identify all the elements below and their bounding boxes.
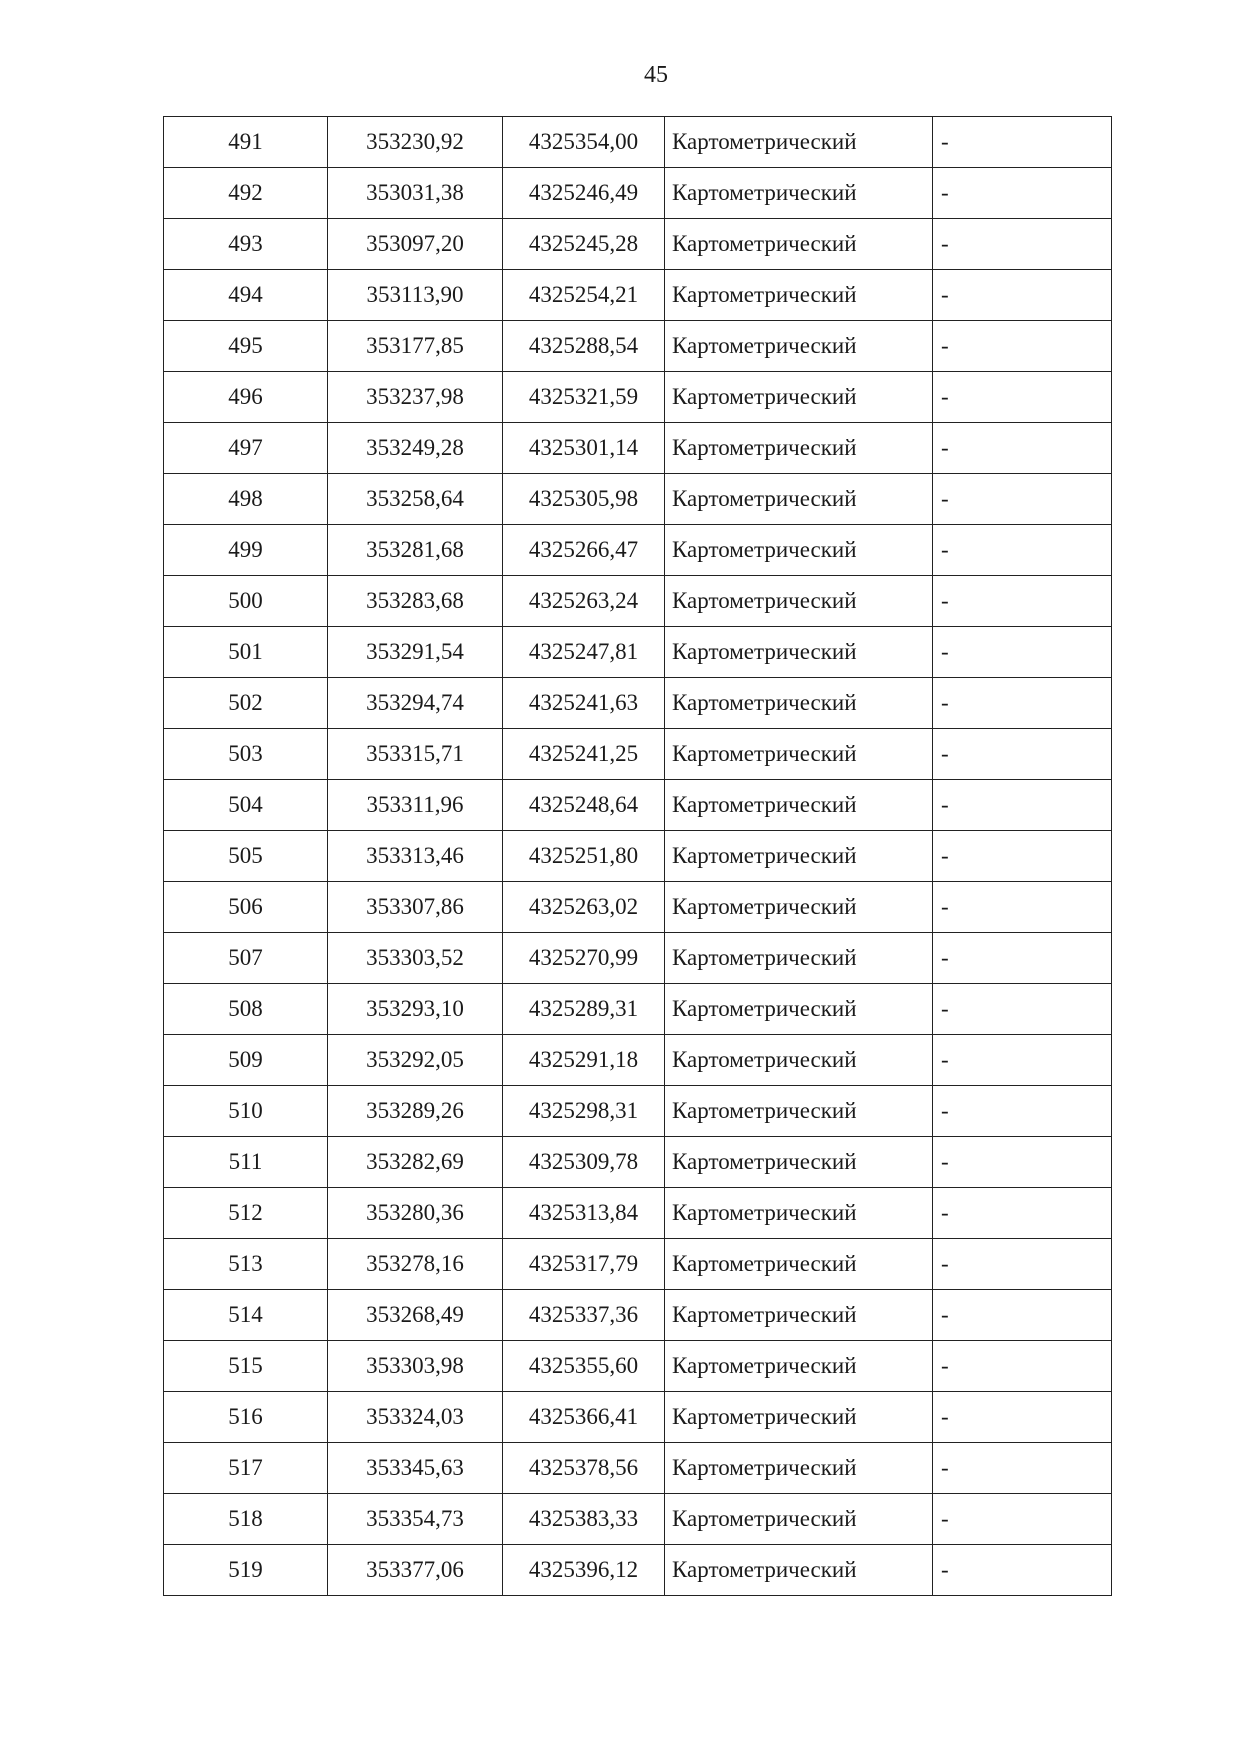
method-cell: Картометрический bbox=[665, 1239, 933, 1290]
note-cell: - bbox=[933, 525, 1112, 576]
point-number-cell: 493 bbox=[164, 219, 328, 270]
method-cell: Картометрический bbox=[665, 1188, 933, 1239]
point-number-cell: 492 bbox=[164, 168, 328, 219]
method-cell: Картометрический bbox=[665, 831, 933, 882]
x-coordinate-cell: 353258,64 bbox=[328, 474, 503, 525]
y-coordinate-cell: 4325366,41 bbox=[503, 1392, 665, 1443]
y-coordinate-cell: 4325305,98 bbox=[503, 474, 665, 525]
y-coordinate-cell: 4325354,00 bbox=[503, 117, 665, 168]
note-cell: - bbox=[933, 168, 1112, 219]
x-coordinate-cell: 353292,05 bbox=[328, 1035, 503, 1086]
method-cell: Картометрический bbox=[665, 627, 933, 678]
note-cell: - bbox=[933, 1443, 1112, 1494]
method-cell: Картометрический bbox=[665, 729, 933, 780]
x-coordinate-cell: 353113,90 bbox=[328, 270, 503, 321]
y-coordinate-cell: 4325247,81 bbox=[503, 627, 665, 678]
table-row bbox=[164, 219, 1112, 270]
method-cell: Картометрический bbox=[665, 270, 933, 321]
x-coordinate-cell: 353283,68 bbox=[328, 576, 503, 627]
y-coordinate-cell: 4325288,54 bbox=[503, 321, 665, 372]
note-cell: - bbox=[933, 1341, 1112, 1392]
table-row bbox=[164, 372, 1112, 423]
y-coordinate-cell: 4325298,31 bbox=[503, 1086, 665, 1137]
table-row bbox=[164, 1545, 1112, 1596]
method-cell: Картометрический bbox=[665, 1290, 933, 1341]
coordinates-table bbox=[163, 116, 1112, 1596]
table-row bbox=[164, 678, 1112, 729]
point-number-cell: 507 bbox=[164, 933, 328, 984]
note-cell: - bbox=[933, 321, 1112, 372]
y-coordinate-cell: 4325270,99 bbox=[503, 933, 665, 984]
y-coordinate-cell: 4325241,63 bbox=[503, 678, 665, 729]
point-number-cell: 513 bbox=[164, 1239, 328, 1290]
note-cell: - bbox=[933, 1392, 1112, 1443]
method-cell: Картометрический bbox=[665, 984, 933, 1035]
x-coordinate-cell: 353280,36 bbox=[328, 1188, 503, 1239]
x-coordinate-cell: 353230,92 bbox=[328, 117, 503, 168]
point-number-cell: 515 bbox=[164, 1341, 328, 1392]
point-number-cell: 518 bbox=[164, 1494, 328, 1545]
table-row bbox=[164, 831, 1112, 882]
y-coordinate-cell: 4325383,33 bbox=[503, 1494, 665, 1545]
method-cell: Картометрический bbox=[665, 525, 933, 576]
point-number-cell: 519 bbox=[164, 1545, 328, 1596]
x-coordinate-cell: 353097,20 bbox=[328, 219, 503, 270]
note-cell: - bbox=[933, 1239, 1112, 1290]
point-number-cell: 502 bbox=[164, 678, 328, 729]
point-number-cell: 498 bbox=[164, 474, 328, 525]
table-row bbox=[164, 933, 1112, 984]
method-cell: Картометрический bbox=[665, 117, 933, 168]
y-coordinate-cell: 4325246,49 bbox=[503, 168, 665, 219]
table-row bbox=[164, 474, 1112, 525]
point-number-cell: 500 bbox=[164, 576, 328, 627]
x-coordinate-cell: 353307,86 bbox=[328, 882, 503, 933]
x-coordinate-cell: 353311,96 bbox=[328, 780, 503, 831]
point-number-cell: 496 bbox=[164, 372, 328, 423]
method-cell: Картометрический bbox=[665, 423, 933, 474]
y-coordinate-cell: 4325396,12 bbox=[503, 1545, 665, 1596]
x-coordinate-cell: 353303,98 bbox=[328, 1341, 503, 1392]
table-row bbox=[164, 729, 1112, 780]
table-row bbox=[164, 1086, 1112, 1137]
table-row bbox=[164, 627, 1112, 678]
point-number-cell: 503 bbox=[164, 729, 328, 780]
x-coordinate-cell: 353281,68 bbox=[328, 525, 503, 576]
method-cell: Картометрический bbox=[665, 321, 933, 372]
method-cell: Картометрический bbox=[665, 1035, 933, 1086]
note-cell: - bbox=[933, 1494, 1112, 1545]
point-number-cell: 499 bbox=[164, 525, 328, 576]
y-coordinate-cell: 4325291,18 bbox=[503, 1035, 665, 1086]
note-cell: - bbox=[933, 1545, 1112, 1596]
note-cell: - bbox=[933, 270, 1112, 321]
x-coordinate-cell: 353377,06 bbox=[328, 1545, 503, 1596]
note-cell: - bbox=[933, 423, 1112, 474]
x-coordinate-cell: 353345,63 bbox=[328, 1443, 503, 1494]
y-coordinate-cell: 4325263,24 bbox=[503, 576, 665, 627]
table-row bbox=[164, 1290, 1112, 1341]
note-cell: - bbox=[933, 1290, 1112, 1341]
y-coordinate-cell: 4325317,79 bbox=[503, 1239, 665, 1290]
point-number-cell: 491 bbox=[164, 117, 328, 168]
x-coordinate-cell: 353031,38 bbox=[328, 168, 503, 219]
note-cell: - bbox=[933, 933, 1112, 984]
x-coordinate-cell: 353324,03 bbox=[328, 1392, 503, 1443]
y-coordinate-cell: 4325337,36 bbox=[503, 1290, 665, 1341]
note-cell: - bbox=[933, 780, 1112, 831]
point-number-cell: 506 bbox=[164, 882, 328, 933]
table-row bbox=[164, 780, 1112, 831]
method-cell: Картометрический bbox=[665, 882, 933, 933]
y-coordinate-cell: 4325245,28 bbox=[503, 219, 665, 270]
table-row bbox=[164, 1137, 1112, 1188]
y-coordinate-cell: 4325378,56 bbox=[503, 1443, 665, 1494]
point-number-cell: 497 bbox=[164, 423, 328, 474]
table-row bbox=[164, 117, 1112, 168]
x-coordinate-cell: 353293,10 bbox=[328, 984, 503, 1035]
y-coordinate-cell: 4325254,21 bbox=[503, 270, 665, 321]
method-cell: Картометрический bbox=[665, 1443, 933, 1494]
table-row bbox=[164, 1443, 1112, 1494]
y-coordinate-cell: 4325248,64 bbox=[503, 780, 665, 831]
y-coordinate-cell: 4325266,47 bbox=[503, 525, 665, 576]
y-coordinate-cell: 4325309,78 bbox=[503, 1137, 665, 1188]
x-coordinate-cell: 353354,73 bbox=[328, 1494, 503, 1545]
table-row bbox=[164, 1035, 1112, 1086]
point-number-cell: 494 bbox=[164, 270, 328, 321]
x-coordinate-cell: 353315,71 bbox=[328, 729, 503, 780]
x-coordinate-cell: 353303,52 bbox=[328, 933, 503, 984]
table-body bbox=[164, 117, 1112, 1596]
note-cell: - bbox=[933, 372, 1112, 423]
table-row bbox=[164, 1494, 1112, 1545]
note-cell: - bbox=[933, 882, 1112, 933]
x-coordinate-cell: 353289,26 bbox=[328, 1086, 503, 1137]
page-number: 45 bbox=[644, 62, 668, 88]
method-cell: Картометрический bbox=[665, 474, 933, 525]
method-cell: Картометрический bbox=[665, 219, 933, 270]
y-coordinate-cell: 4325321,59 bbox=[503, 372, 665, 423]
y-coordinate-cell: 4325289,31 bbox=[503, 984, 665, 1035]
point-number-cell: 505 bbox=[164, 831, 328, 882]
method-cell: Картометрический bbox=[665, 1137, 933, 1188]
x-coordinate-cell: 353278,16 bbox=[328, 1239, 503, 1290]
method-cell: Картометрический bbox=[665, 1545, 933, 1596]
point-number-cell: 501 bbox=[164, 627, 328, 678]
note-cell: - bbox=[933, 1035, 1112, 1086]
x-coordinate-cell: 353313,46 bbox=[328, 831, 503, 882]
table-row bbox=[164, 321, 1112, 372]
method-cell: Картометрический bbox=[665, 576, 933, 627]
table-row bbox=[164, 168, 1112, 219]
point-number-cell: 511 bbox=[164, 1137, 328, 1188]
point-number-cell: 514 bbox=[164, 1290, 328, 1341]
y-coordinate-cell: 4325301,14 bbox=[503, 423, 665, 474]
note-cell: - bbox=[933, 984, 1112, 1035]
table-row bbox=[164, 1239, 1112, 1290]
point-number-cell: 510 bbox=[164, 1086, 328, 1137]
point-number-cell: 504 bbox=[164, 780, 328, 831]
method-cell: Картометрический bbox=[665, 372, 933, 423]
y-coordinate-cell: 4325355,60 bbox=[503, 1341, 665, 1392]
y-coordinate-cell: 4325241,25 bbox=[503, 729, 665, 780]
table-row bbox=[164, 1392, 1112, 1443]
method-cell: Картометрический bbox=[665, 1341, 933, 1392]
note-cell: - bbox=[933, 627, 1112, 678]
table-row bbox=[164, 1341, 1112, 1392]
x-coordinate-cell: 353282,69 bbox=[328, 1137, 503, 1188]
coordinates-table-container bbox=[163, 116, 1111, 1596]
table-row bbox=[164, 984, 1112, 1035]
method-cell: Картометрический bbox=[665, 168, 933, 219]
note-cell: - bbox=[933, 474, 1112, 525]
point-number-cell: 509 bbox=[164, 1035, 328, 1086]
note-cell: - bbox=[933, 1188, 1112, 1239]
table-row bbox=[164, 1188, 1112, 1239]
table-row bbox=[164, 525, 1112, 576]
method-cell: Картометрический bbox=[665, 1086, 933, 1137]
note-cell: - bbox=[933, 1137, 1112, 1188]
point-number-cell: 495 bbox=[164, 321, 328, 372]
note-cell: - bbox=[933, 117, 1112, 168]
table-row bbox=[164, 423, 1112, 474]
note-cell: - bbox=[933, 219, 1112, 270]
point-number-cell: 516 bbox=[164, 1392, 328, 1443]
x-coordinate-cell: 353294,74 bbox=[328, 678, 503, 729]
x-coordinate-cell: 353237,98 bbox=[328, 372, 503, 423]
method-cell: Картометрический bbox=[665, 678, 933, 729]
table-row bbox=[164, 270, 1112, 321]
note-cell: - bbox=[933, 1086, 1112, 1137]
method-cell: Картометрический bbox=[665, 933, 933, 984]
method-cell: Картометрический bbox=[665, 1392, 933, 1443]
note-cell: - bbox=[933, 831, 1112, 882]
table-row bbox=[164, 882, 1112, 933]
table-row bbox=[164, 576, 1112, 627]
x-coordinate-cell: 353291,54 bbox=[328, 627, 503, 678]
y-coordinate-cell: 4325251,80 bbox=[503, 831, 665, 882]
y-coordinate-cell: 4325313,84 bbox=[503, 1188, 665, 1239]
point-number-cell: 517 bbox=[164, 1443, 328, 1494]
x-coordinate-cell: 353268,49 bbox=[328, 1290, 503, 1341]
note-cell: - bbox=[933, 576, 1112, 627]
point-number-cell: 508 bbox=[164, 984, 328, 1035]
x-coordinate-cell: 353249,28 bbox=[328, 423, 503, 474]
y-coordinate-cell: 4325263,02 bbox=[503, 882, 665, 933]
method-cell: Картометрический bbox=[665, 1494, 933, 1545]
method-cell: Картометрический bbox=[665, 780, 933, 831]
note-cell: - bbox=[933, 678, 1112, 729]
x-coordinate-cell: 353177,85 bbox=[328, 321, 503, 372]
note-cell: - bbox=[933, 729, 1112, 780]
point-number-cell: 512 bbox=[164, 1188, 328, 1239]
